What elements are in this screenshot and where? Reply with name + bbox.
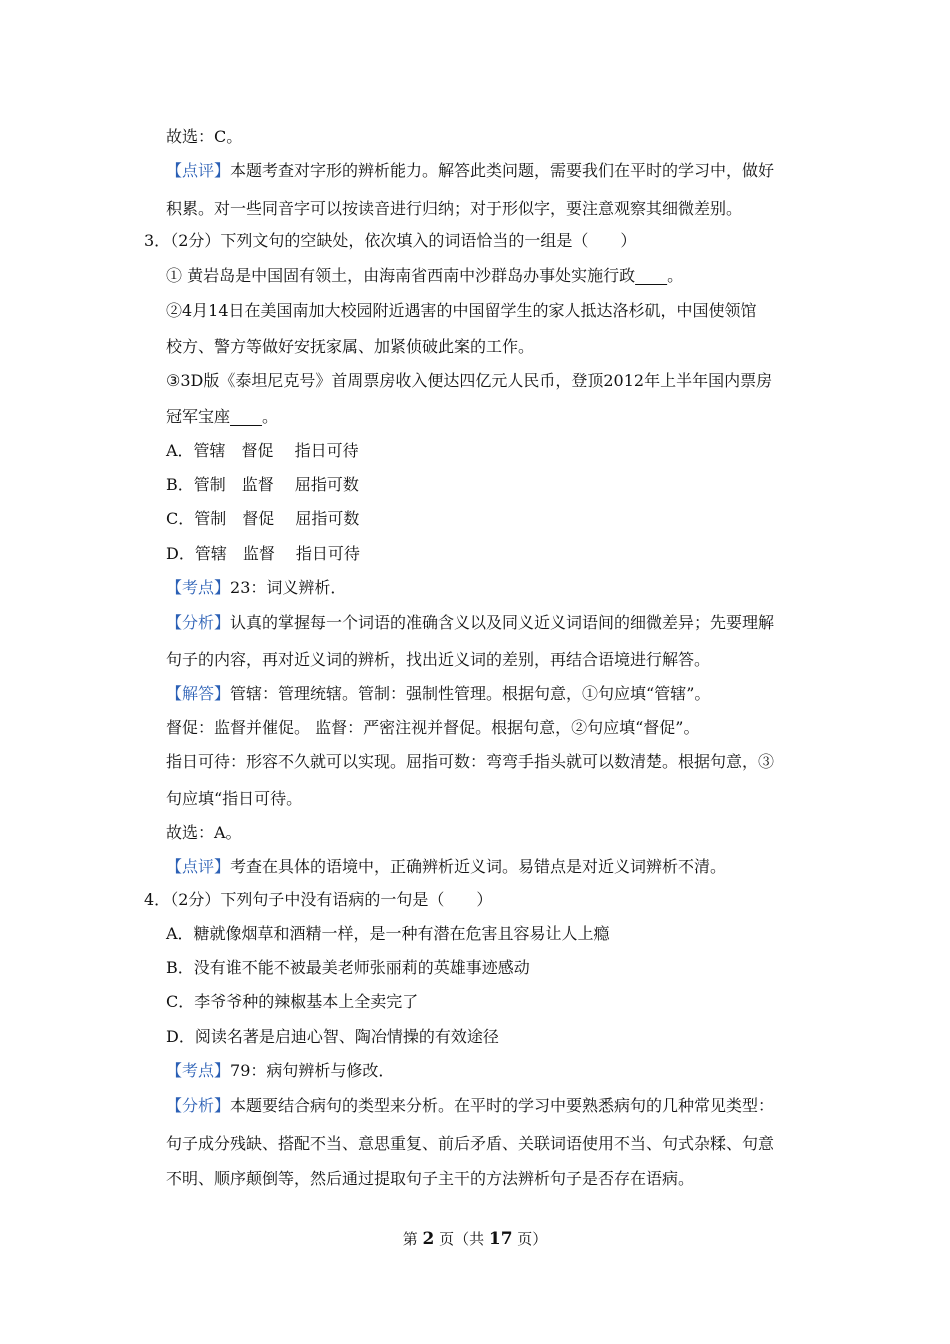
- q3-sentence-2b: 校方、警方等做好安抚家属、加紧侦破此案的工作。: [166, 337, 535, 356]
- blank: [635, 266, 667, 285]
- q4-analysis-2: 句子成分残缺、搭配不当、意思重复、前后矛盾、关联词语使用不当、句式杂糅、句意: [166, 1134, 775, 1153]
- q3-answer-3: 指日可待：形容不久就可以实现。屈指可数：弯弯手指头就可以数清楚。根据句意，③: [166, 752, 775, 771]
- q3-comment: 【点评】考查在具体的语境中，正确辨析近义词。易错点是对近义词辨析不清。: [166, 857, 727, 876]
- q3-answer-2: 督促：监督并催促。 监督：严密注视并督促。根据句意，②句应填“督促”。: [166, 718, 700, 737]
- q2-comment-line-2: 积累。对一些同音字可以按读音进行归纳；对于形似字，要注意观察其细微差别。: [166, 199, 743, 218]
- page-total: 17: [488, 1229, 513, 1249]
- comment-tag: 【点评】: [166, 161, 231, 180]
- q3-option-b: B．管制 监督 屈指可数: [166, 475, 359, 494]
- q4-knowledge-point: 【考点】79：病句辨析与修改．: [166, 1061, 395, 1080]
- q4-option-a: A．糖就像烟草和酒精一样，是一种有潜在危害且容易让人上瘾: [166, 924, 610, 943]
- q3-analysis-1: 【分析】认真的掌握每一个词语的准确含义以及同义近义词语间的细微差异；先要理解: [166, 613, 775, 632]
- q4-option-b: B．没有谁不能不被最美老师张丽莉的英雄事迹感动: [166, 958, 530, 977]
- q3-answer-1: 【解答】管辖：管理统辖。管制：强制性管理。根据句意，①句应填“管辖”。: [166, 684, 711, 703]
- q3-sentence-1: ① 黄岩岛是中国固有领土，由海南省西南中沙群岛办事处实施行政 。: [166, 266, 684, 285]
- q3-analysis-2: 句子的内容，再对近义词的辨析，找出近义词的差别，再结合语境进行解答。: [166, 650, 711, 669]
- q3-sentence-3b: 冠军宝座 。: [166, 407, 279, 426]
- comment-tag: 【点评】: [166, 857, 231, 876]
- q3-answer-4: 句应填“指日可待。: [166, 789, 303, 808]
- analysis-tag: 【分析】: [166, 613, 231, 632]
- q3-option-c: C．管制 督促 屈指可数: [166, 509, 360, 528]
- q3-knowledge-point: 【考点】23：词义辨析．: [166, 578, 347, 597]
- page-number: 2: [422, 1229, 435, 1249]
- q4-stem: 4．（2分）下列句子中没有语病的一句是（ ）: [144, 890, 493, 909]
- q4-option-c: C．李爷爷种的辣椒基本上全卖完了: [166, 992, 419, 1011]
- q2-comment-line: 【点评】本题考查对字形的辨析能力。解答此类问题，需要我们在平时的学习中，做好: [166, 161, 775, 180]
- q4-analysis-3: 不明、顺序颠倒等，然后通过提取句子主干的方法辨析句子是否存在语病。: [166, 1169, 695, 1188]
- q3-stem: 3．（2分）下列文句的空缺处，依次填入的词语恰当的一组是（ ）: [144, 231, 637, 250]
- q3-option-d: D．管辖 监督 指日可待: [166, 544, 360, 563]
- q3-choice: 故选：A。: [166, 823, 242, 842]
- q3-sentence-3a: ③3D版《泰坦尼克号》首周票房收入便达四亿元人民币，登顶2012年上半年国内票房: [166, 371, 773, 390]
- answer-tag: 【解答】: [166, 684, 231, 703]
- analysis-tag: 【分析】: [166, 1096, 231, 1115]
- blank: [230, 407, 262, 426]
- knowledge-tag: 【考点】: [166, 1061, 231, 1080]
- q2-choice-line: 故选：C。: [166, 127, 243, 146]
- knowledge-tag: 【考点】: [166, 578, 231, 597]
- q3-option-a: A．管辖 督促 指日可待: [166, 441, 359, 460]
- q4-analysis-1: 【分析】本题要结合病句的类型来分析。在平时的学习中要熟悉病句的几种常见类型：: [166, 1096, 775, 1115]
- page-footer: 第 2 页（共 17 页）: [402, 1229, 548, 1249]
- q3-sentence-2a: ②4月14日在美国南加大校园附近遇害的中国留学生的家人抵达洛杉矶，中国使领馆: [166, 301, 757, 320]
- q4-option-d: D．阅读名著是启迪心智、陶冶情操的有效途径: [166, 1027, 499, 1046]
